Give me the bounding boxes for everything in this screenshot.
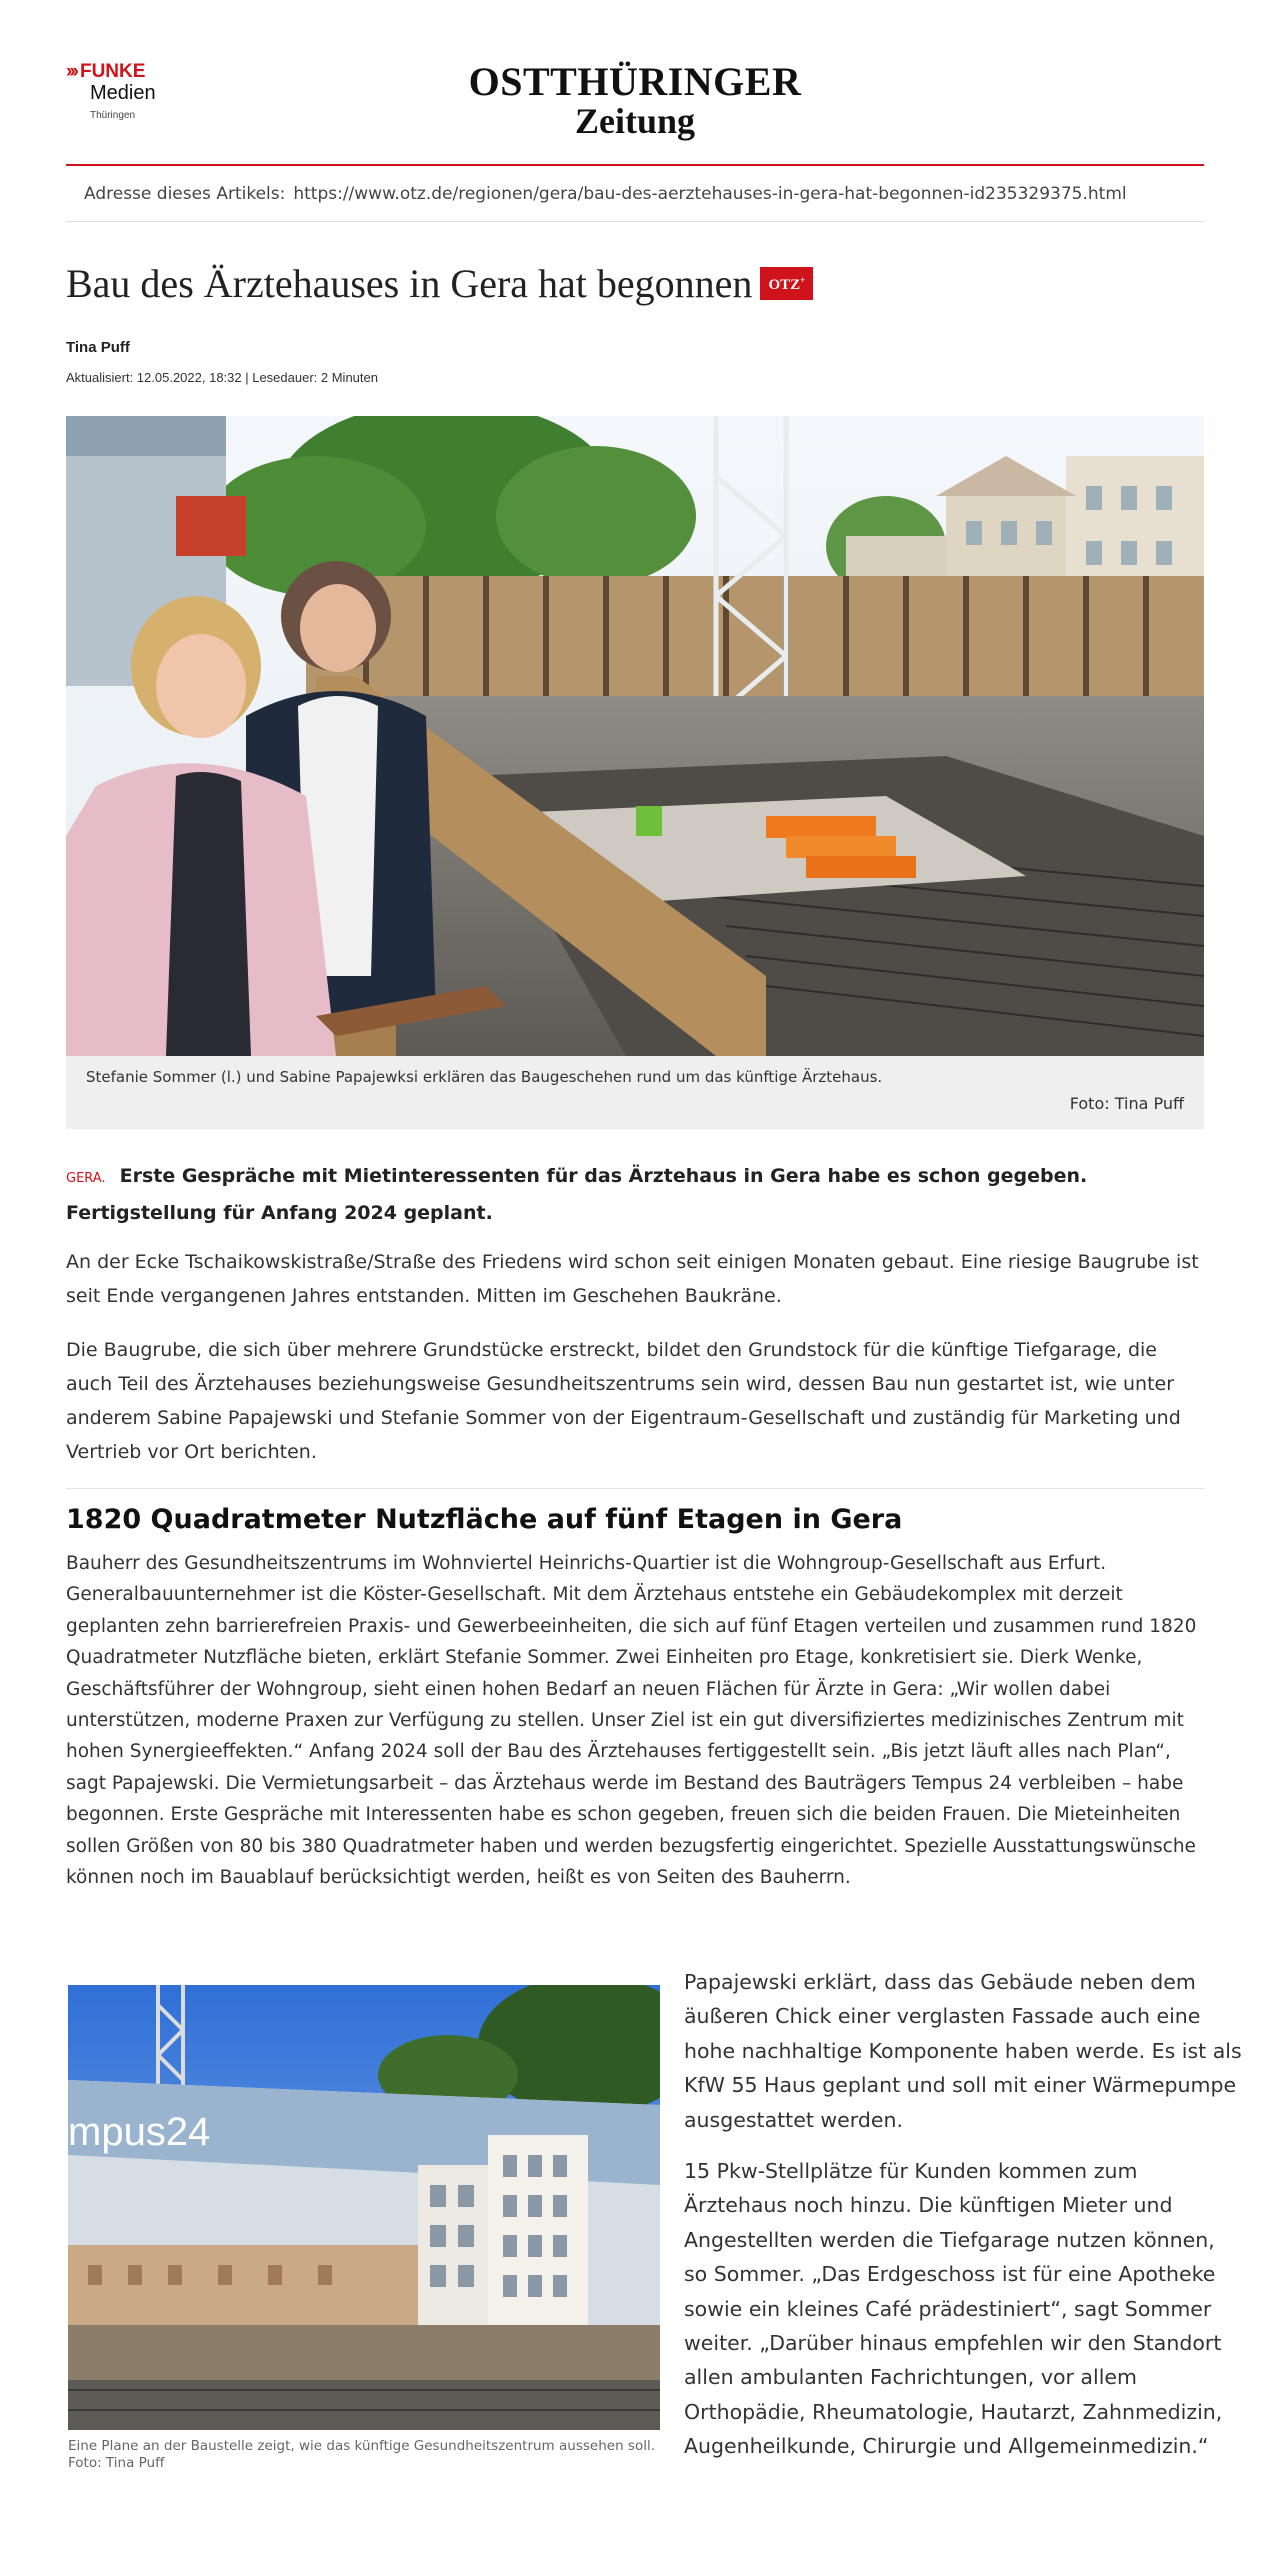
- address-divider: [66, 221, 1204, 222]
- article-lead: GERA. Erste Gespräche mit Mietinteressenten für das Ärztehaus in Gera habe es schon gegeben. Fertigstellung für Anfang 2024 geplant.: [66, 1165, 1088, 1224]
- side-paragraph-2: 15 Pkw-Stellplätze für Kunden kommen zum Ärztehaus noch hinzu. Die künftigen Mieter und Angestellten werden die Tiefgarage nutzen können, so Sommer. „Das Erdgeschoss ist für eine Apotheke sowie ein kleines Café prädestiniert“, sagt Sommer weiter. „Darüber hinaus empfehlen wir den Standort allen ambulanten Fachrichtungen, vor allem Orthopädie, Rheumatologie, Hautarzt, Zahnmedizin, Augenheilkunde, Chirurgie und Allgemeinmedizin.“: [684, 2159, 1223, 2459]
- paragraph-1: An der Ecke Tschaikowskistraße/Straße des Friedens wird schon seit einigen Monaten gebaut. Eine riesige Baugrube ist seit Ende vergangenen Jahres entstanden. Mitten im Geschehen Baukräne.: [66, 1251, 1199, 1307]
- otz-plus-badge: OTZ+: [760, 267, 813, 300]
- construction-site-photo: [66, 416, 1204, 1056]
- paragraph-2: Die Baugrube, die sich über mehrere Grundstücke erstreckt, bildet den Grundstock für die künftige Tiefgarage, die auch Teil des Ärztehauses beziehungsweise Gesundheitszentrums sein wird, dessen Bau nun gestartet ist, wie unter anderem Sabine Papajewski und Stefanie Sommer von der Eigentraum-Gesellschaft und zuständig für Marketing und Vertrieb vor Ort berichten.: [66, 1339, 1181, 1463]
- building-banner-photo: [68, 1985, 660, 2430]
- photo2-caption: Eine Plane an der Baustelle zeigt, wie das künftige Gesundheitszentrum aussehen soll. Foto: Tina Puff: [68, 2438, 660, 2472]
- side-paragraph-1: Papajewski erklärt, dass das Gebäude neben dem äußeren Chick einer verglasten Fassade auch eine hohe nachhaltige Komponente haben werde. Es ist als KfW 55 Haus geplant und soll mit einer Wärmepumpe ausgestattet werden.: [684, 1970, 1242, 2132]
- chevrons-icon: ›››: [66, 61, 76, 82]
- article-title: Bau des Ärztehauses in Gera hat begonnen OTZ+: [66, 258, 1204, 310]
- photo-credit: Foto: Tina Puff: [1069, 1094, 1184, 1113]
- dateline: GERA.: [66, 1171, 106, 1186]
- construction-site-illustration: [66, 416, 1204, 1056]
- newspaper-masthead[interactable]: OSTTHÜRINGER Zeitung: [468, 59, 802, 141]
- paragraph-3: Bauherr des Gesundheitszentrums im Wohnviertel Heinrichs-Quartier ist die Wohngroup-Gesellschaft aus Erfurt. Generalbauunternehmer ist die Köster-Gesellschaft. Mit dem Ärztehaus entstehe ein Gebäudekomplex mit derzeit geplanten zehn barrierefreien Praxis- und Gewerbeeinheiten, die sich auf fünf Etagen verteilen und zusammen rund 1820 Quadratmeter Nutzfläche bieten, erklärt Stefanie Sommer. Zwei Einheiten pro Etage, konkretisiert sie. Dierk Wenke, Geschäftsführer der Wohngroup, sieht einen hohen Bedarf an neuen Flächen für Ärzte in Gera: „Wir wollen dabei unterstützen, moderne Praxen zur Verfügung zu stellen. Unser Ziel ist ein gut diversifiziertes medizinisches Zentrum mit hohen Synergieeffekten.“ Anfang 2024 soll der Bau des Ärztehauses fertiggestellt sein. „Bis jetzt läuft alles nach Plan“, sagt Papajewski. Die Vermietungsarbeit – das Ärztehaus werde im Bestand des Bauträgers Tempus 24 verbleiben – habe begonnen. Erste Gespräche mit Interessenten habe es schon gegeben, freuen sich die beiden Frauen. Die Mieteinheiten sollen Größen von 80 bis 380 Quadratmeter haben und werden bezugsfertig eingerichtet. Spezielle Ausstattungswünsche können noch im Bauablauf berücksichtigt werden, heißt es von Seiten des Bauherrn.: [66, 1553, 1197, 1889]
- section-divider: [66, 1488, 1204, 1489]
- banner-text: mpus24: [68, 2110, 211, 2154]
- photo2-credit: Foto: Tina Puff: [68, 2455, 165, 2471]
- article-address: [66, 168, 1204, 220]
- photo-caption: Stefanie Sommer (l.) und Sabine Papajewksi erklären das Baugeschehen rund um das künftige Ärztehaus.: [86, 1068, 883, 1086]
- address-label: Adresse dieses Artikels:: [84, 184, 286, 204]
- section-heading: 1820 Quadratmeter Nutzfläche auf fünf Etagen in Gera: [66, 1504, 903, 1535]
- article-url-link[interactable]: https://www.otz.de/regionen/gera/bau-des-aerztehauses-in-gera-hat-begonnen-id235329375.html: [293, 184, 1127, 204]
- article-meta: Aktualisiert: 12.05.2022, 18:32 | Lesedauer: 2 Minuten: [66, 370, 378, 385]
- author-name[interactable]: Tina Puff: [66, 339, 130, 356]
- funke-medien-logo[interactable]: ››› FUNKE Medien Thüringen: [66, 61, 156, 121]
- banner-illustration: [68, 1985, 660, 2430]
- header-divider: [66, 164, 1204, 166]
- photo-caption-box: [66, 1056, 1204, 1129]
